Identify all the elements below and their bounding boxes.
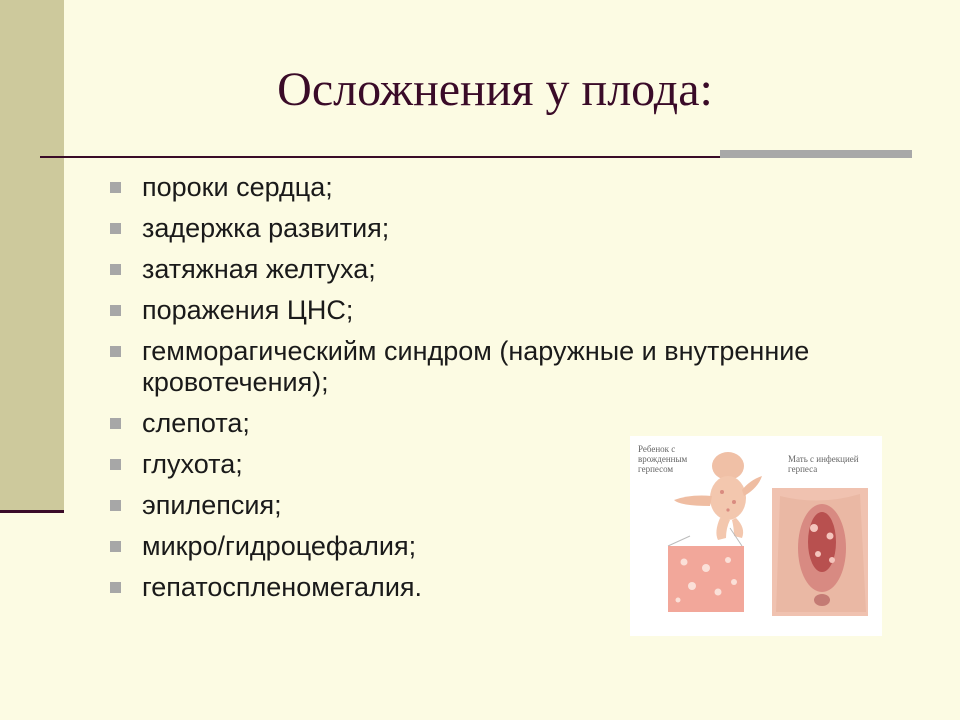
list-item-text: глухота; <box>142 449 243 479</box>
list-item <box>110 254 810 285</box>
square-bullet-icon <box>110 223 121 234</box>
infant-caption: Ребенок с врожденным герпесом <box>638 444 688 474</box>
list-item <box>110 213 810 244</box>
list-item-text: затяжная желтуха; <box>142 254 376 284</box>
square-bullet-icon <box>110 459 121 470</box>
herpes-illustration <box>630 436 882 636</box>
list-item <box>110 295 810 326</box>
square-bullet-icon <box>110 346 121 357</box>
list-item <box>110 336 810 398</box>
list-item-text: поражения ЦНС; <box>142 295 354 325</box>
list-item <box>110 172 810 203</box>
title-rule <box>40 156 720 158</box>
list-item-text: эпилепсия; <box>142 490 282 520</box>
mother-caption: Мать с инфекцией герпеса <box>788 454 859 474</box>
list-item-text: микро/гидроцефалия; <box>142 531 417 561</box>
square-bullet-icon <box>110 500 121 511</box>
slide-title: Осложнения у плода: <box>277 63 713 116</box>
list-item-text: гемморагическийм синдром (наружные и внутренние кровотечения); <box>142 336 810 397</box>
list-item-text: слепота; <box>142 408 250 438</box>
square-bullet-icon <box>110 418 121 429</box>
list-item <box>110 408 810 439</box>
skin-closeup <box>668 546 744 612</box>
list-item-text: гепатоспленомегалия. <box>142 572 423 602</box>
square-bullet-icon <box>110 182 121 193</box>
square-bullet-icon <box>110 541 121 552</box>
list-item-text: задержка развития; <box>142 213 390 243</box>
list-item-text: пороки сердца; <box>142 172 333 202</box>
mother-closeup <box>772 488 868 616</box>
square-bullet-icon <box>110 305 121 316</box>
square-bullet-icon <box>110 264 121 275</box>
title-rule-accent <box>720 150 912 158</box>
square-bullet-icon <box>110 582 121 593</box>
left-decor-underline <box>0 510 64 513</box>
